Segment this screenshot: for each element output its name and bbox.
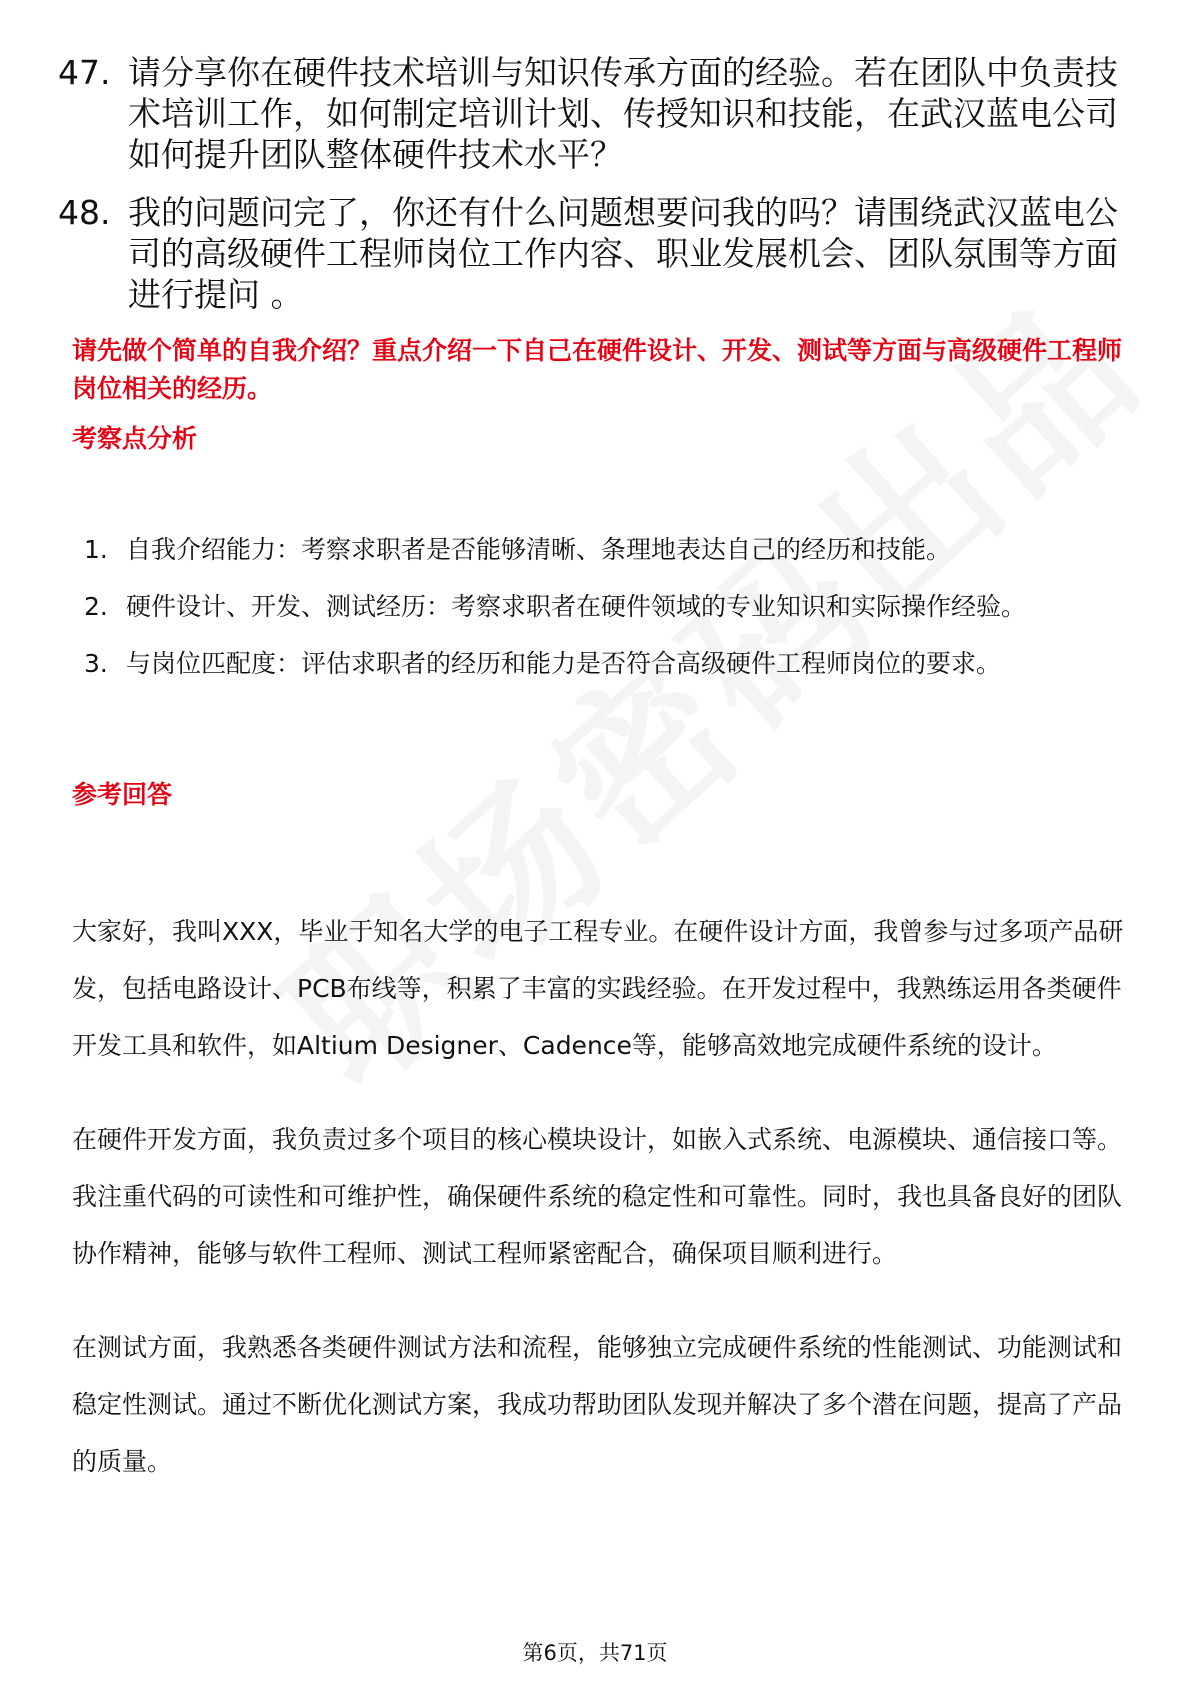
question-text: 请分享你在硬件技术培训与知识传承方面的经验。若在团队中负责技术培训工作，如何制定培训计划、传授知识和技能，在武汉蓝电公司如何提升团队整体硬件技术水平？ (128, 53, 1118, 174)
answer-body (72, 903, 1132, 1527)
point-number: 1. (84, 535, 108, 564)
question-text: 我的问题问完了，你还有什么问题想要问我的吗？请围绕武汉蓝电公司的高级硬件工程师岗位工作内容、职业发展机会、团队氛围等方面进行提问 。 (128, 193, 1118, 314)
answer-paragraph: 在硬件开发方面，我负责过多个项目的核心模块设计，如嵌入式系统、电源模块、通信接口等。我注重代码的可读性和可维护性，确保硬件系统的稳定性和可靠性。同时，我也具备良好的团队协作精神，能够与软件工程师、测试工程师紧密配合，确保项目顺利进行。 (72, 1125, 1123, 1268)
page-footer: 第6页，共71页 (522, 1641, 668, 1665)
point-number: 3. (84, 649, 108, 678)
question-item-48 (58, 192, 1138, 315)
question-item-47 (58, 52, 1138, 175)
answer-heading: 参考回答 (72, 780, 173, 809)
answer-paragraph: 大家好，我叫XXX，毕业于知名大学的电子工程专业。在硬件设计方面，我曾参与过多项产品研发，包括电路设计、PCB布线等，积累了丰富的实践经验。在开发过程中，我熟练运用各类硬件开发工具和软件，如Altium Designer、Cadence等，能够高效地完成硬件系统的设计。 (72, 917, 1124, 1060)
highlight-question: 请先做个简单的自我介绍？重点介绍一下自己在硬件设计、开发、测试等方面与高级硬件工程师岗位相关的经历。 (72, 336, 1123, 403)
point-number: 2. (84, 592, 108, 621)
point-text: 硬件设计、开发、测试经历：考察求职者在硬件领域的专业知识和实际操作经验。 (126, 592, 1027, 621)
answer-paragraph: 在测试方面，我熟悉各类硬件测试方法和流程，能够独立完成硬件系统的性能测试、功能测试和稳定性测试。通过不断优化测试方案，我成功帮助团队发现并解决了多个潜在问题，提高了产品的质量。 (72, 1333, 1123, 1476)
analysis-point-1 (84, 521, 1134, 578)
analysis-heading: 考察点分析 (72, 424, 198, 453)
point-text: 与岗位匹配度：评估求职者的经历和能力是否符合高级硬件工程师岗位的要求。 (126, 649, 1002, 678)
point-text: 自我介绍能力：考察求职者是否能够清晰、条理地表达自己的经历和技能。 (126, 535, 952, 564)
question-list (58, 52, 1138, 332)
analysis-point-3 (84, 635, 1134, 692)
question-number: 48. (58, 193, 111, 232)
analysis-point-2 (84, 578, 1134, 635)
question-number: 47. (58, 53, 111, 92)
analysis-points (84, 521, 1134, 692)
